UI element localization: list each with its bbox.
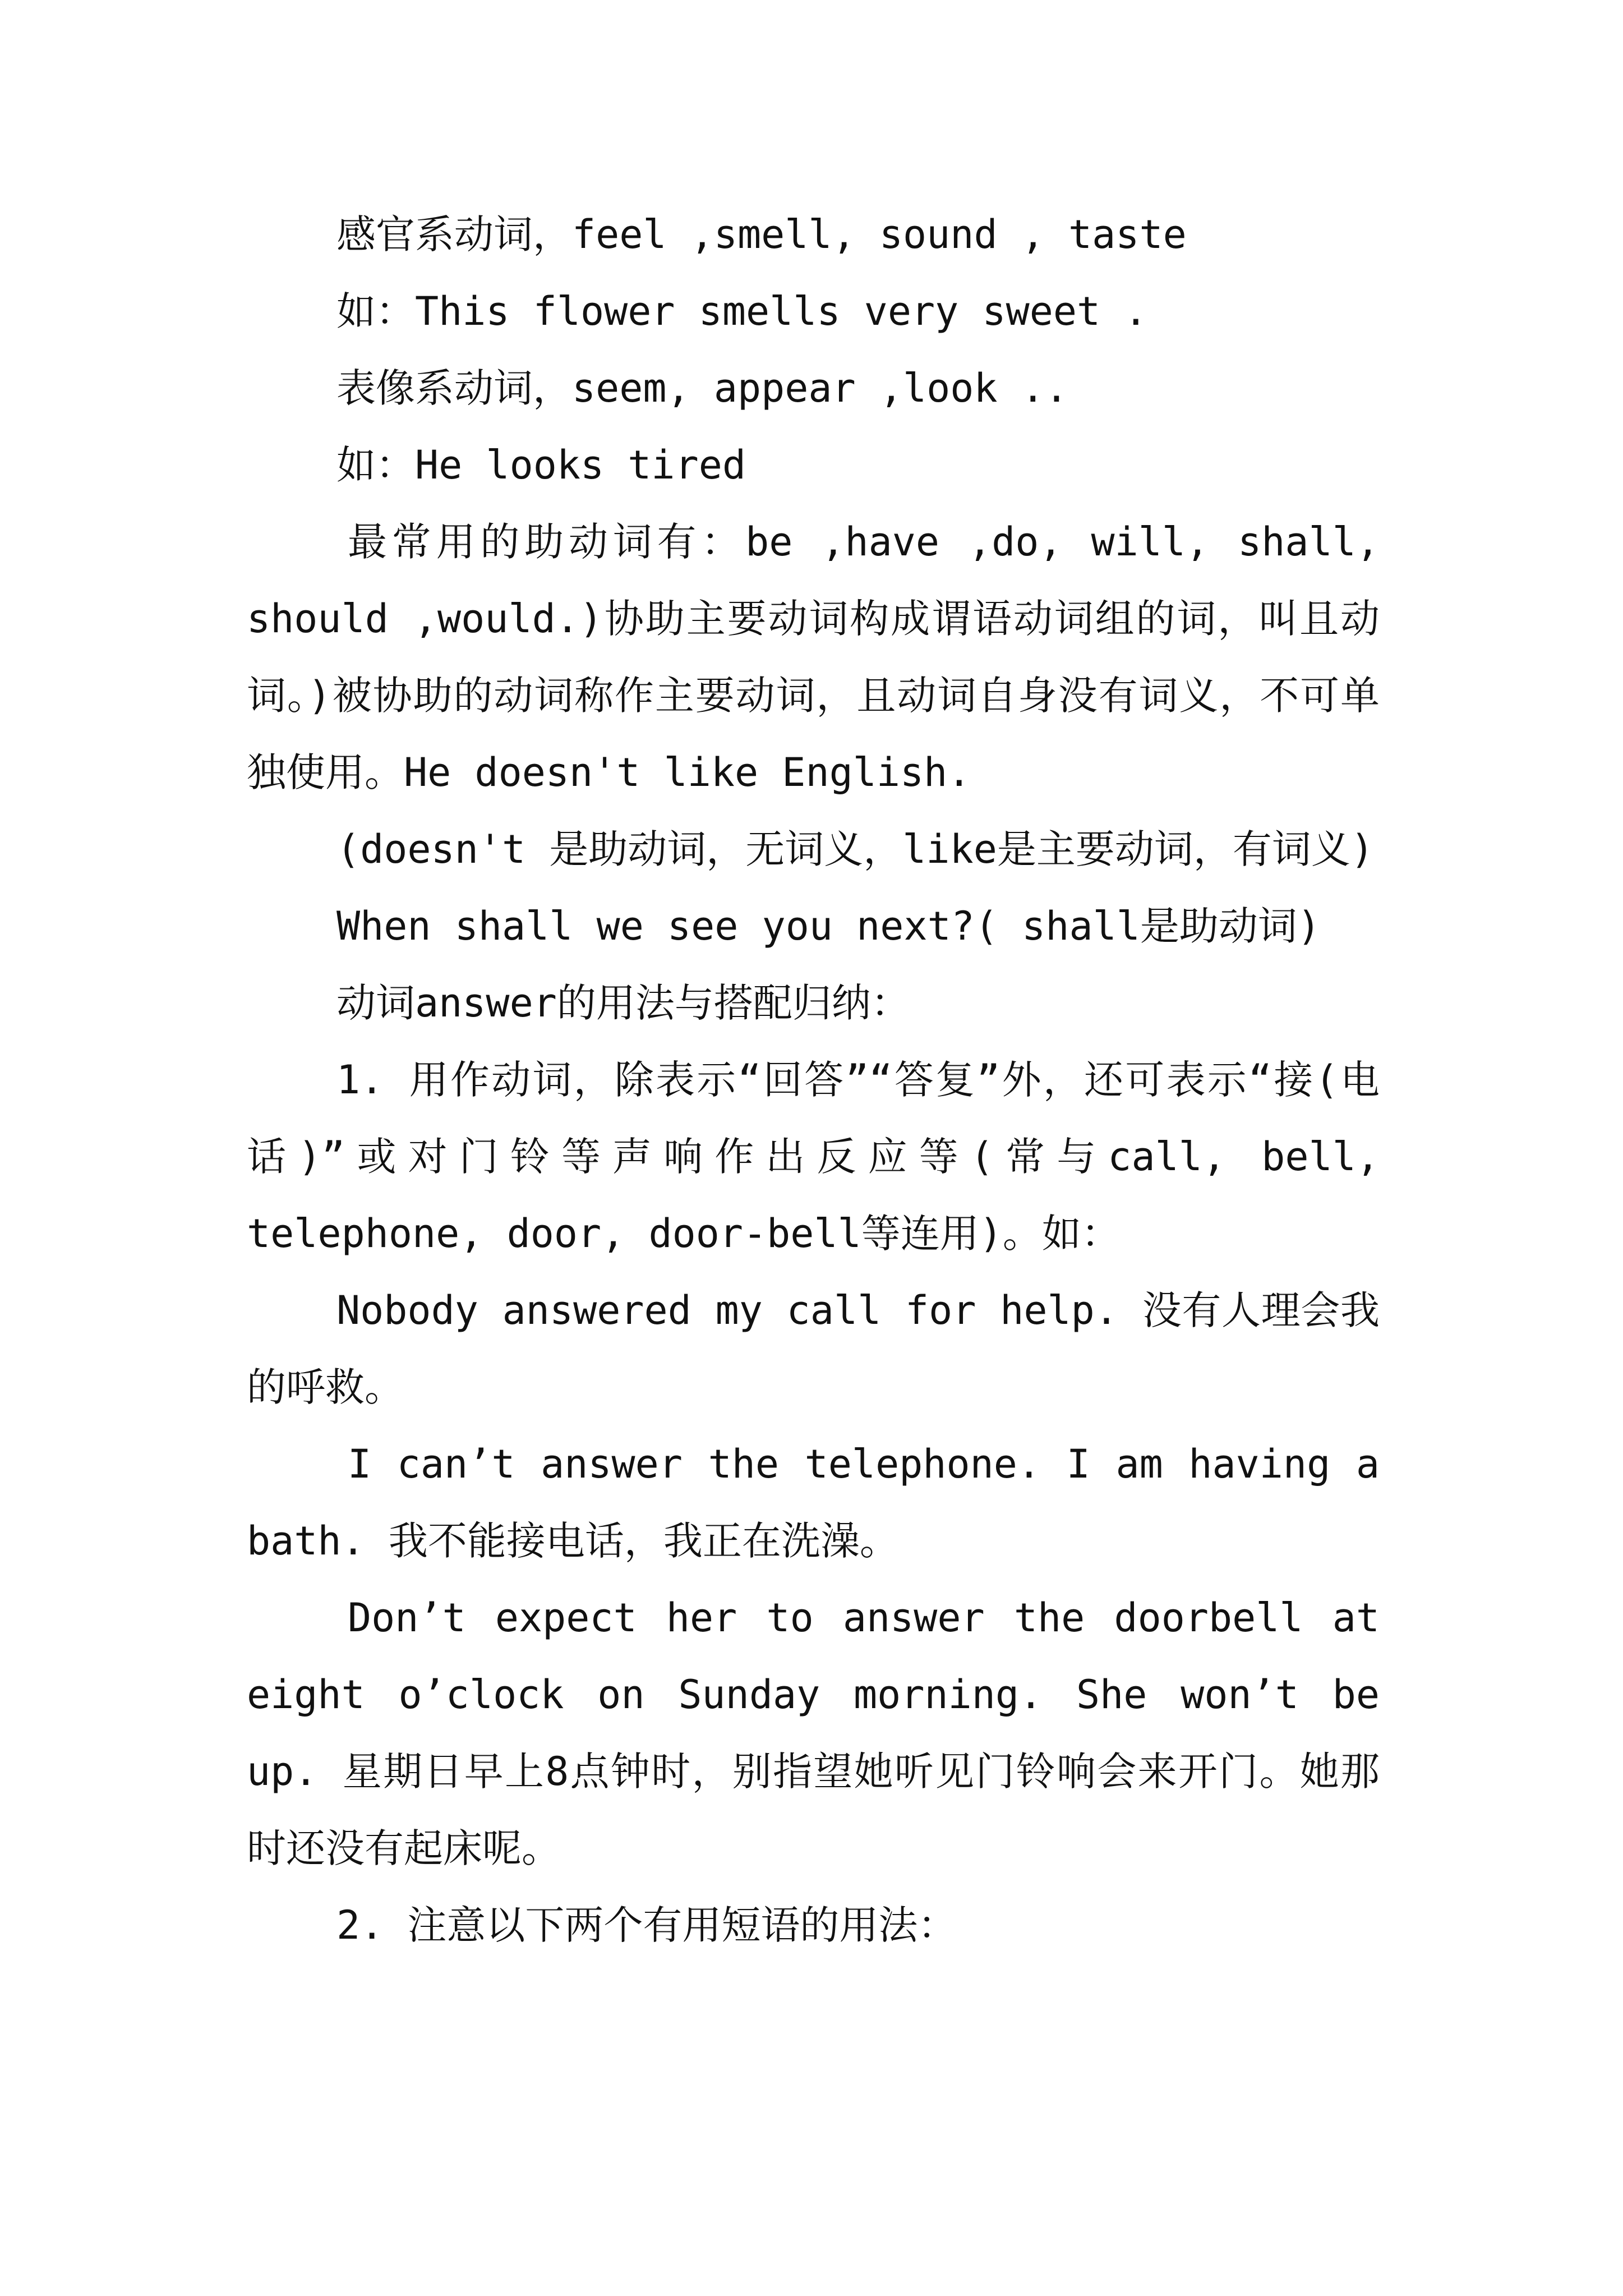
paragraph-example-looks: 如：He looks tired	[336, 442, 746, 488]
paragraph-answer-point-2: 2. 注意以下两个有用短语的用法：	[336, 1902, 957, 1948]
paragraph-example-nobody: Nobody answered my call for help. 没有人理会我的呼救。	[247, 1287, 1380, 1410]
paragraph-example-doorbell: Don’t expect her to answer the doorbell at eight o’clock on Sunday morning. She won’t be up. 星期日早上8点钟时，别指望她听见门铃响会来开门。她那时还没有起床呢。	[247, 1595, 1380, 1871]
paragraph-answer-point-1: 1. 用作动词，除表示“回答”“答复”外，还可表示“接(电话)”或对门铃等声响作出反应等(常与call, bell, telephone, door, door-bell等连用)。如：	[247, 1057, 1380, 1257]
paragraph-auxiliary-verbs: 最常用的助动词有：be ,have ,do, will, shall, should ,would.)协助主要动词构成谓语动词组的词，叫且动词。)被协助的动词称作主要动词，且动词自身没有词义，不可单独使用。He doesn't like English.	[247, 519, 1380, 795]
paragraph-sensory-verbs: 感官系动词，feel ,smell, sound , taste	[336, 211, 1187, 257]
paragraph-doesnt-note: (doesn't 是助动词，无词义，like是主要动词，有词义)	[336, 826, 1375, 872]
paragraph-appearance-verbs: 表像系动词，seem, appear ,look ..	[336, 365, 1069, 411]
paragraph-example-telephone: I can’t answer the telephone. I am having a bath. 我不能接电话，我正在洗澡。	[247, 1441, 1380, 1564]
paragraph-answer-heading: 动词answer的用法与搭配归纳：	[336, 980, 910, 1026]
paragraph-example-smells: 如：This flower smells very sweet .	[336, 288, 1148, 334]
paragraph-shall-example: When shall we see you next?( shall是助动词)	[336, 903, 1321, 949]
document-body	[247, 196, 1380, 1964]
